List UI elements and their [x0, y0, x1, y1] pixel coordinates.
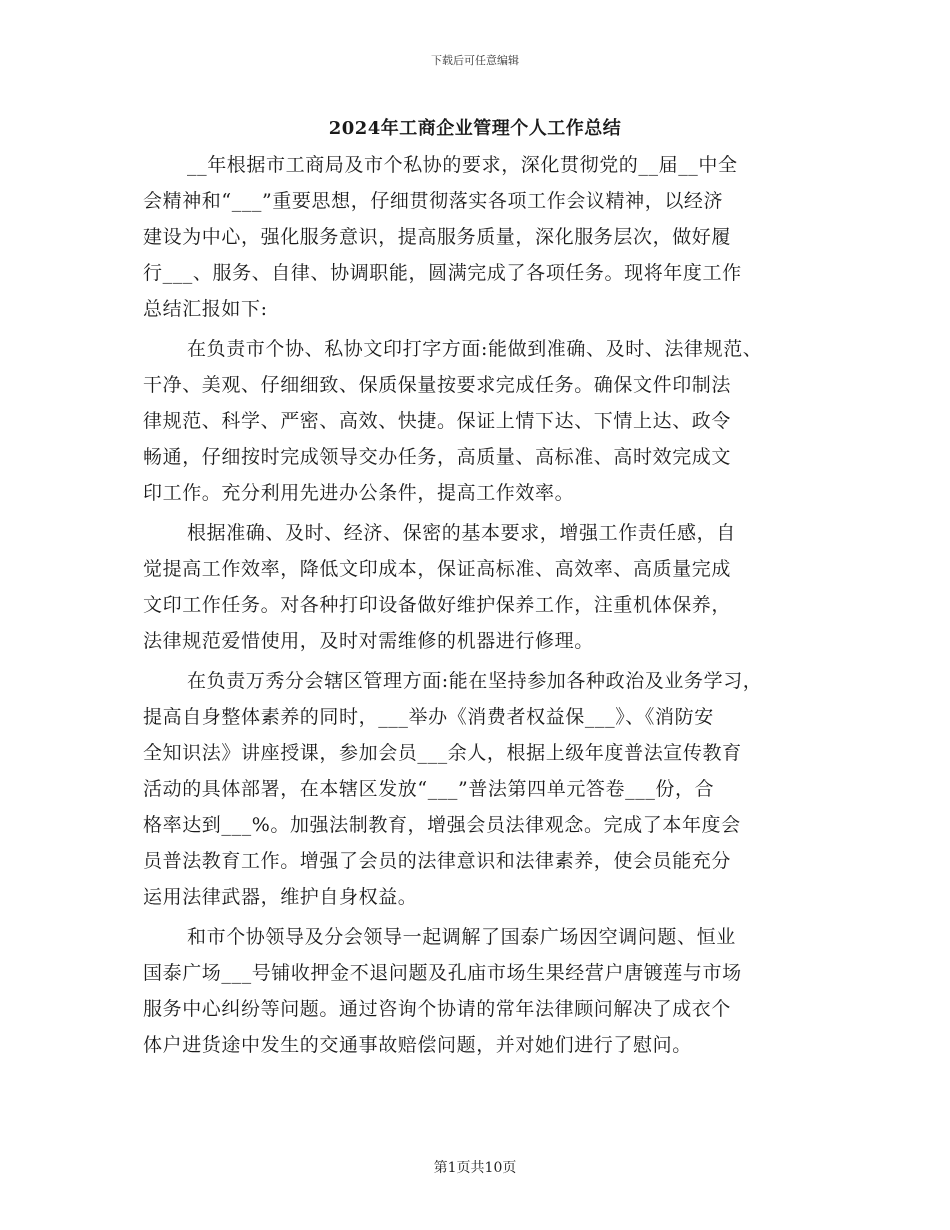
text-line: 觉提高工作效率，降低文印成本，保证高标准、高效率、高质量完成 [143, 558, 732, 580]
text-line: 法律规范爱惜使用，及时对需维修的机器进行修理。 [143, 630, 594, 652]
text-line: 服务中心纠纷等问题。通过咨询个协请的常年法律顾问解决了成衣个 [143, 998, 732, 1020]
text-line: 建设为中心，强化服务意识，提高服务质量，深化服务层次，做好履 [143, 226, 732, 248]
paragraph-typing-work [143, 331, 823, 511]
document-body [143, 147, 823, 1063]
text-line: 根据准确、及时、经济、保密的基本要求，增强工作责任感，自 [187, 522, 736, 544]
text-line: __年根据市工商局及市个私协的要求，深化贯彻党的__届__中全 [187, 154, 738, 176]
text-line: 行___、服务、自律、协调职能，圆满完成了各项任务。现将年度工作 [143, 262, 742, 284]
text-line: 干净、美观、仔细细致、保质保量按要求完成任务。确保文件印制法 [143, 374, 732, 396]
paragraph-district-management [143, 663, 823, 915]
text-line: 在负责万秀分会辖区管理方面:能在坚持参加各种政治及业务学习， [187, 670, 763, 692]
text-line: 畅通，仔细按时完成领导交办任务，高质量、高标准、高时效完成文 [143, 446, 732, 468]
text-line: 文印工作任务。对各种打印设备做好维护保养工作，注重机体保养， [143, 594, 732, 616]
text-line: 员普法教育工作。增强了会员的法律意识和法律素养，使会员能充分 [143, 850, 732, 872]
text-line: 律规范、科学、严密、高效、快捷。保证上情下达、下情上达、政令 [143, 410, 732, 432]
text-line: 国泰广场___号铺收押金不退问题及孔庙市场生果经营户唐镀莲与市场 [143, 962, 742, 984]
paragraph-efficiency [143, 515, 823, 659]
text-line: 提高自身整体素养的同时，___举办《消费者权益保___》、《消防安 [143, 706, 714, 728]
text-line: 活动的具体部署，在本辖区发放“___”普法第四单元答卷___份，合 [143, 778, 715, 800]
text-line: 运用法律武器，维护自身权益。 [143, 886, 418, 908]
text-line: 体户进货途中发生的交通事故赔偿问题，并对她们进行了慰问。 [143, 1034, 692, 1056]
text-line: 格率达到___%。加强法制教育，增强会员法律观念。完成了本年度会 [143, 814, 741, 836]
text-line: 全知识法》讲座授课，参加会员___余人，根据上级年度普法宣传教育 [143, 742, 742, 764]
paragraph-mediation [143, 919, 823, 1063]
text-line: 印工作。充分利用先进办公条件，提高工作效率。 [143, 482, 575, 504]
page-footer: 第1页共10页 [433, 1160, 517, 1176]
text-line: 总结汇报如下: [143, 298, 268, 320]
text-line: 和市个协领导及分会领导一起调解了国泰广场因空调问题、恒业 [187, 926, 736, 948]
text-line: 会精神和“___”重要思想，仔细贯彻落实各项工作会议精神，以经济 [143, 190, 724, 212]
text-line: 在负责市个协、私协文印打字方面:能做到准确、及时、法律规范、 [187, 338, 763, 360]
paragraph-intro [143, 147, 823, 327]
document-title: 2024年工商企业管理个人工作总结 [328, 118, 622, 139]
header-note: 下载后可任意编辑 [431, 54, 519, 67]
